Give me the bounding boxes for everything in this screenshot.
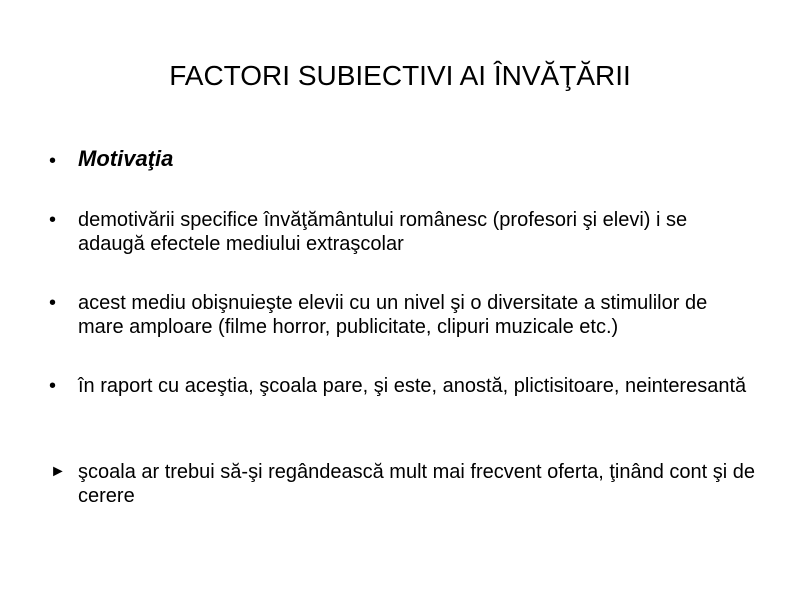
bullet-icon: • <box>49 150 57 172</box>
list-item-text: demotivării specifice învăţământului românesc (profesori şi elevi) i se adaugă efectele mediului extraşcolar <box>78 209 688 255</box>
list-item <box>47 208 757 256</box>
arrow-right-icon: ► <box>50 463 66 480</box>
bullet-list <box>47 145 757 433</box>
bullet-icon: • <box>49 292 57 314</box>
list-item-text: Motivaţia <box>78 146 174 171</box>
conclusion-item <box>50 460 788 508</box>
slide-title: FACTORI SUBIECTIVI AI ÎNVĂŢĂRII <box>169 60 631 91</box>
list-item <box>47 291 757 339</box>
bullet-icon: • <box>49 375 57 397</box>
bullet-icon: • <box>49 209 57 231</box>
list-item-motivation <box>47 145 757 173</box>
list-item-text: în raport cu aceştia, şcoala pare, şi este, anostă, plictisitoare, neinteresantă <box>78 375 747 397</box>
list-item <box>47 374 757 398</box>
list-item-text: acest mediu obişnuieşte elevii cu un nivel şi o diversitate a stimulilor de mare amploare (filme horror, publicitate, clipuri muzicale etc.) <box>78 292 708 338</box>
conclusion-text: şcoala ar trebui să-şi regândească mult mai frecvent oferta, ţinând cont şi de cerere <box>78 461 756 507</box>
